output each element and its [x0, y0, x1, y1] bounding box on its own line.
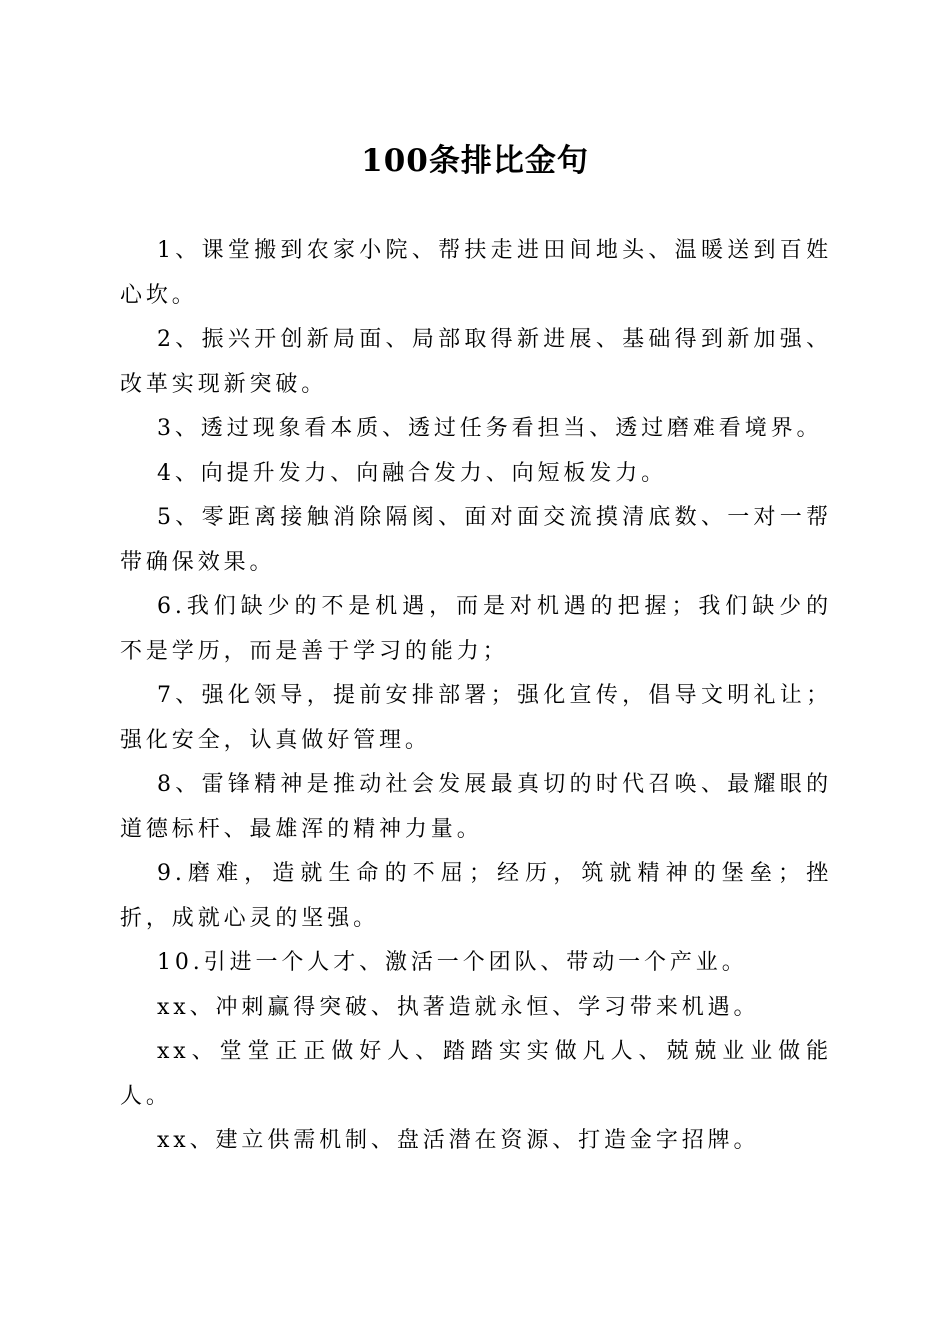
- paragraph-7: 7、强化领导，提前安排部署；强化宣传，倡导文明礼让；强化安全，认真做好管理。: [120, 683, 832, 753]
- paragraph-6: 6.我们缺少的不是机遇，而是对机遇的把握；我们缺少的不是学历，而是善于学习的能力；: [120, 594, 832, 664]
- paragraph-5: 5、零距离接触消除隔阂、面对面交流摸清底数、一对一帮带确保效果。: [120, 505, 832, 575]
- paragraph-12: xx、堂堂正正做好人、踏踏实实做凡人、兢兢业业做能人。: [120, 1039, 832, 1109]
- paragraph-4: 4、向提升发力、向融合发力、向短板发力。: [157, 460, 667, 486]
- paragraph-11: xx、冲刺赢得突破、执著造就永恒、学习带来机遇。: [157, 994, 760, 1020]
- paragraph-3: 3、透过现象看本质、透过任务看担当、透过磨难看境界。: [157, 416, 823, 441]
- paragraph-9: 9.磨难，造就生命的不屈；经历，筑就精神的堡垒；挫折，成就心灵的坚强。: [120, 861, 832, 931]
- document-body: [120, 229, 832, 1164]
- paragraph-1: 1、课堂搬到农家小院、帮扶走进田间地头、温暖送到百姓心坎。: [120, 238, 832, 308]
- paragraph-13: xx、建立供需机制、盘活潜在资源、打造金字招牌。: [157, 1128, 760, 1153]
- paragraph-10: 10.引进一个人才、激活一个团队、带动一个产业。: [157, 950, 748, 975]
- paragraph-8: 8、雷锋精神是推动社会发展最真切的时代召唤、最耀眼的道德标杆、最雄浑的精神力量。: [120, 772, 832, 842]
- paragraph-2: 2、振兴开创新局面、局部取得新进展、基础得到新加强、改革实现新突破。: [120, 327, 832, 397]
- document-title: 100条排比金句: [361, 143, 589, 179]
